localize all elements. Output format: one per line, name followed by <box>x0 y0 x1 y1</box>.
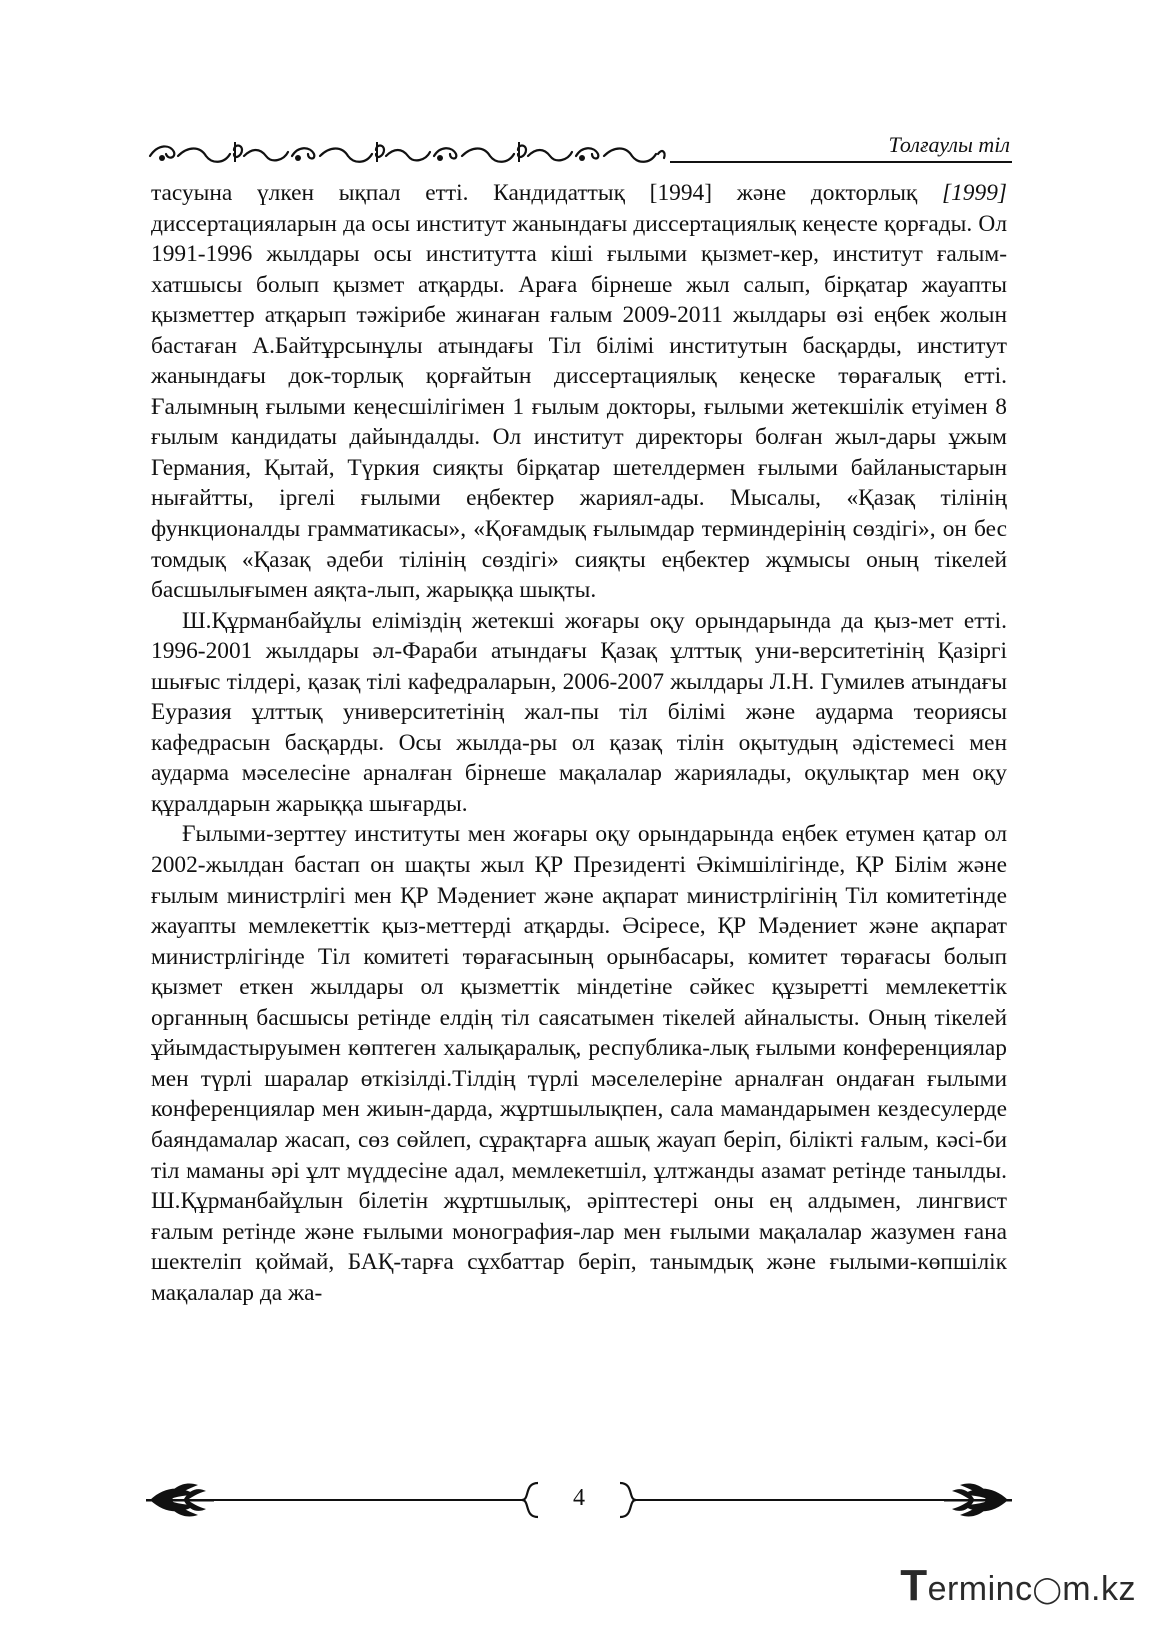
paragraph-3: Ғылыми-зерттеу институты мен жоғары оқу орындарында еңбек етумен қатар ол 2002-жылдан бастап он шақты жыл ҚР Президенті Әкімшілігінде, ҚР Білім және ғылым министрлігі мен ҚР Мәдениет және ақпарат министрлігінің Тіл комитетінде жауапты мемлекеттік қыз-меттерді атқарды. Әсіресе, ҚР Мәдениет және ақпарат министрлігінде Тіл комитеті төрағасының орынбасары, комитет төрағасы болып қызмет еткен жылдары ол қызметтік міндетіне сәйкес құзыретті мемлекеттік органның басшысы ретінде елдің тіл саясатымен тікелей айналысты. Оның тікелей ұйымдастыруымен көптеген халықаралық, республика-лық ғылыми конференциялар мен түрлі шаралар өткізілді.Тілдің түрлі мәселелеріне арналған ондаған ғылыми конференциялар мен жиын-дарда, жұртшылықпен, сала мамандарымен кездесулерде баяндамалар жасап, сөз сөйлеп, сұрақтарға ашық жауап беріп, білікті ғалым, кәсі-би тіл маманы әрі ұлт мүддесіне адал, мемлекетшіл, ұлтжанды азамат ретінде танылды. Ш.Құрманбайұлын білетін жұртшылық, әріптестері оны ең алдымен, лингвист ғалым ретінде және ғылыми монография-лар мен ғылыми мақалалар жазумен ғана шектеліп қоймай, БАҚ-тарға сұхбаттар беріп, танымдық және ғылыми-көпшілік мақалалар да жа- <box>151 821 1007 1306</box>
paragraph-2: Ш.Құрманбайұлы еліміздің жетекші жоғары оқу орындарында да қыз-мет етті. 1996-2001 жылдары әл-Фараби атындағы Қазақ ұлттық уни-верситетінің Қазіргі шығыс тілдері, қазақ тілі кафедраларын, 2006-2007 жылдары Л.Н. Гумилев атындағы Еуразия ұлттық университетінің жал-пы тіл білімі және аударма теориясы кафедрасын басқарды. Осы жылда-ры ол қазақ тілін оқытудың әдістемесі мен аударма мәселесіне арналған бірнеше мақалалар жариялады, оқулықтар мен оқу құралдарын жарыққа шығарды. <box>151 607 1007 817</box>
watermark-text-2: m.kz <box>1062 1570 1136 1608</box>
site-watermark <box>900 1561 1136 1611</box>
watermark-o-icon: ◯ <box>1032 1574 1063 1604</box>
paragraph-1-rest: диссертацияларын да осы институт жанындағы диссертациялық кеңесте қорғады. Ол 1991-1996 жылдары осы институтта кіші ғылыми қызмет-кер, институт ғалым-хатшысы болып қызмет атқарды. Араға бірнеше жыл салып, бірқатар жауапты қызметтер атқарып тәжірибе жинаған ғалым 2009-2011 жылдары өзі еңбек жолын бастаған А.Байтұрсынұлы атындағы Тіл білімі институтын басқарды, институт жанындағы док-торлық қорғайтын диссертациялық кеңеске төрағалық етті. Ғалымның ғылыми кеңесшілігімен 1 ғылым докторы, ғылыми жетекшілік етуімен 8 ғылым кандидаты дайындалды. Ол институт директоры болған жыл-дары ұжым Германия, Қытай, Түркия сияқты бірқатар шетелдермен ғылыми байланыстарын нығайтты, іргелі ғылыми еңбектер жариял-ады. Мысалы, «Қазақ тілінің функционалды грамматикасы», «Қоғамдық ғылымдар терминдерінің сөздігі», он бес томдық «Қазақ әдеби тілінің сөздігі» сияқты еңбектер жұмысы оның тікелей басшылығымен аяқта-лып, жарыққа шықты. <box>151 210 1007 604</box>
doctoral-year: [1999] <box>942 180 1007 206</box>
page-number: 4 <box>573 1485 585 1511</box>
page-footer <box>146 1475 1012 1525</box>
header-rule <box>670 161 1012 163</box>
paragraph-1-start: тасуына үлкен ықпал етті. Кандидаттық [1994] және докторлық <box>151 180 942 206</box>
watermark-text-1: erminc <box>927 1570 1033 1608</box>
watermark-letter-t: T <box>900 1561 928 1610</box>
running-title: Толғаулы тіл <box>888 132 1010 157</box>
scroll-ornament-icon <box>148 138 668 168</box>
paragraph-1 <box>151 178 1007 606</box>
body-text <box>151 178 1007 1308</box>
